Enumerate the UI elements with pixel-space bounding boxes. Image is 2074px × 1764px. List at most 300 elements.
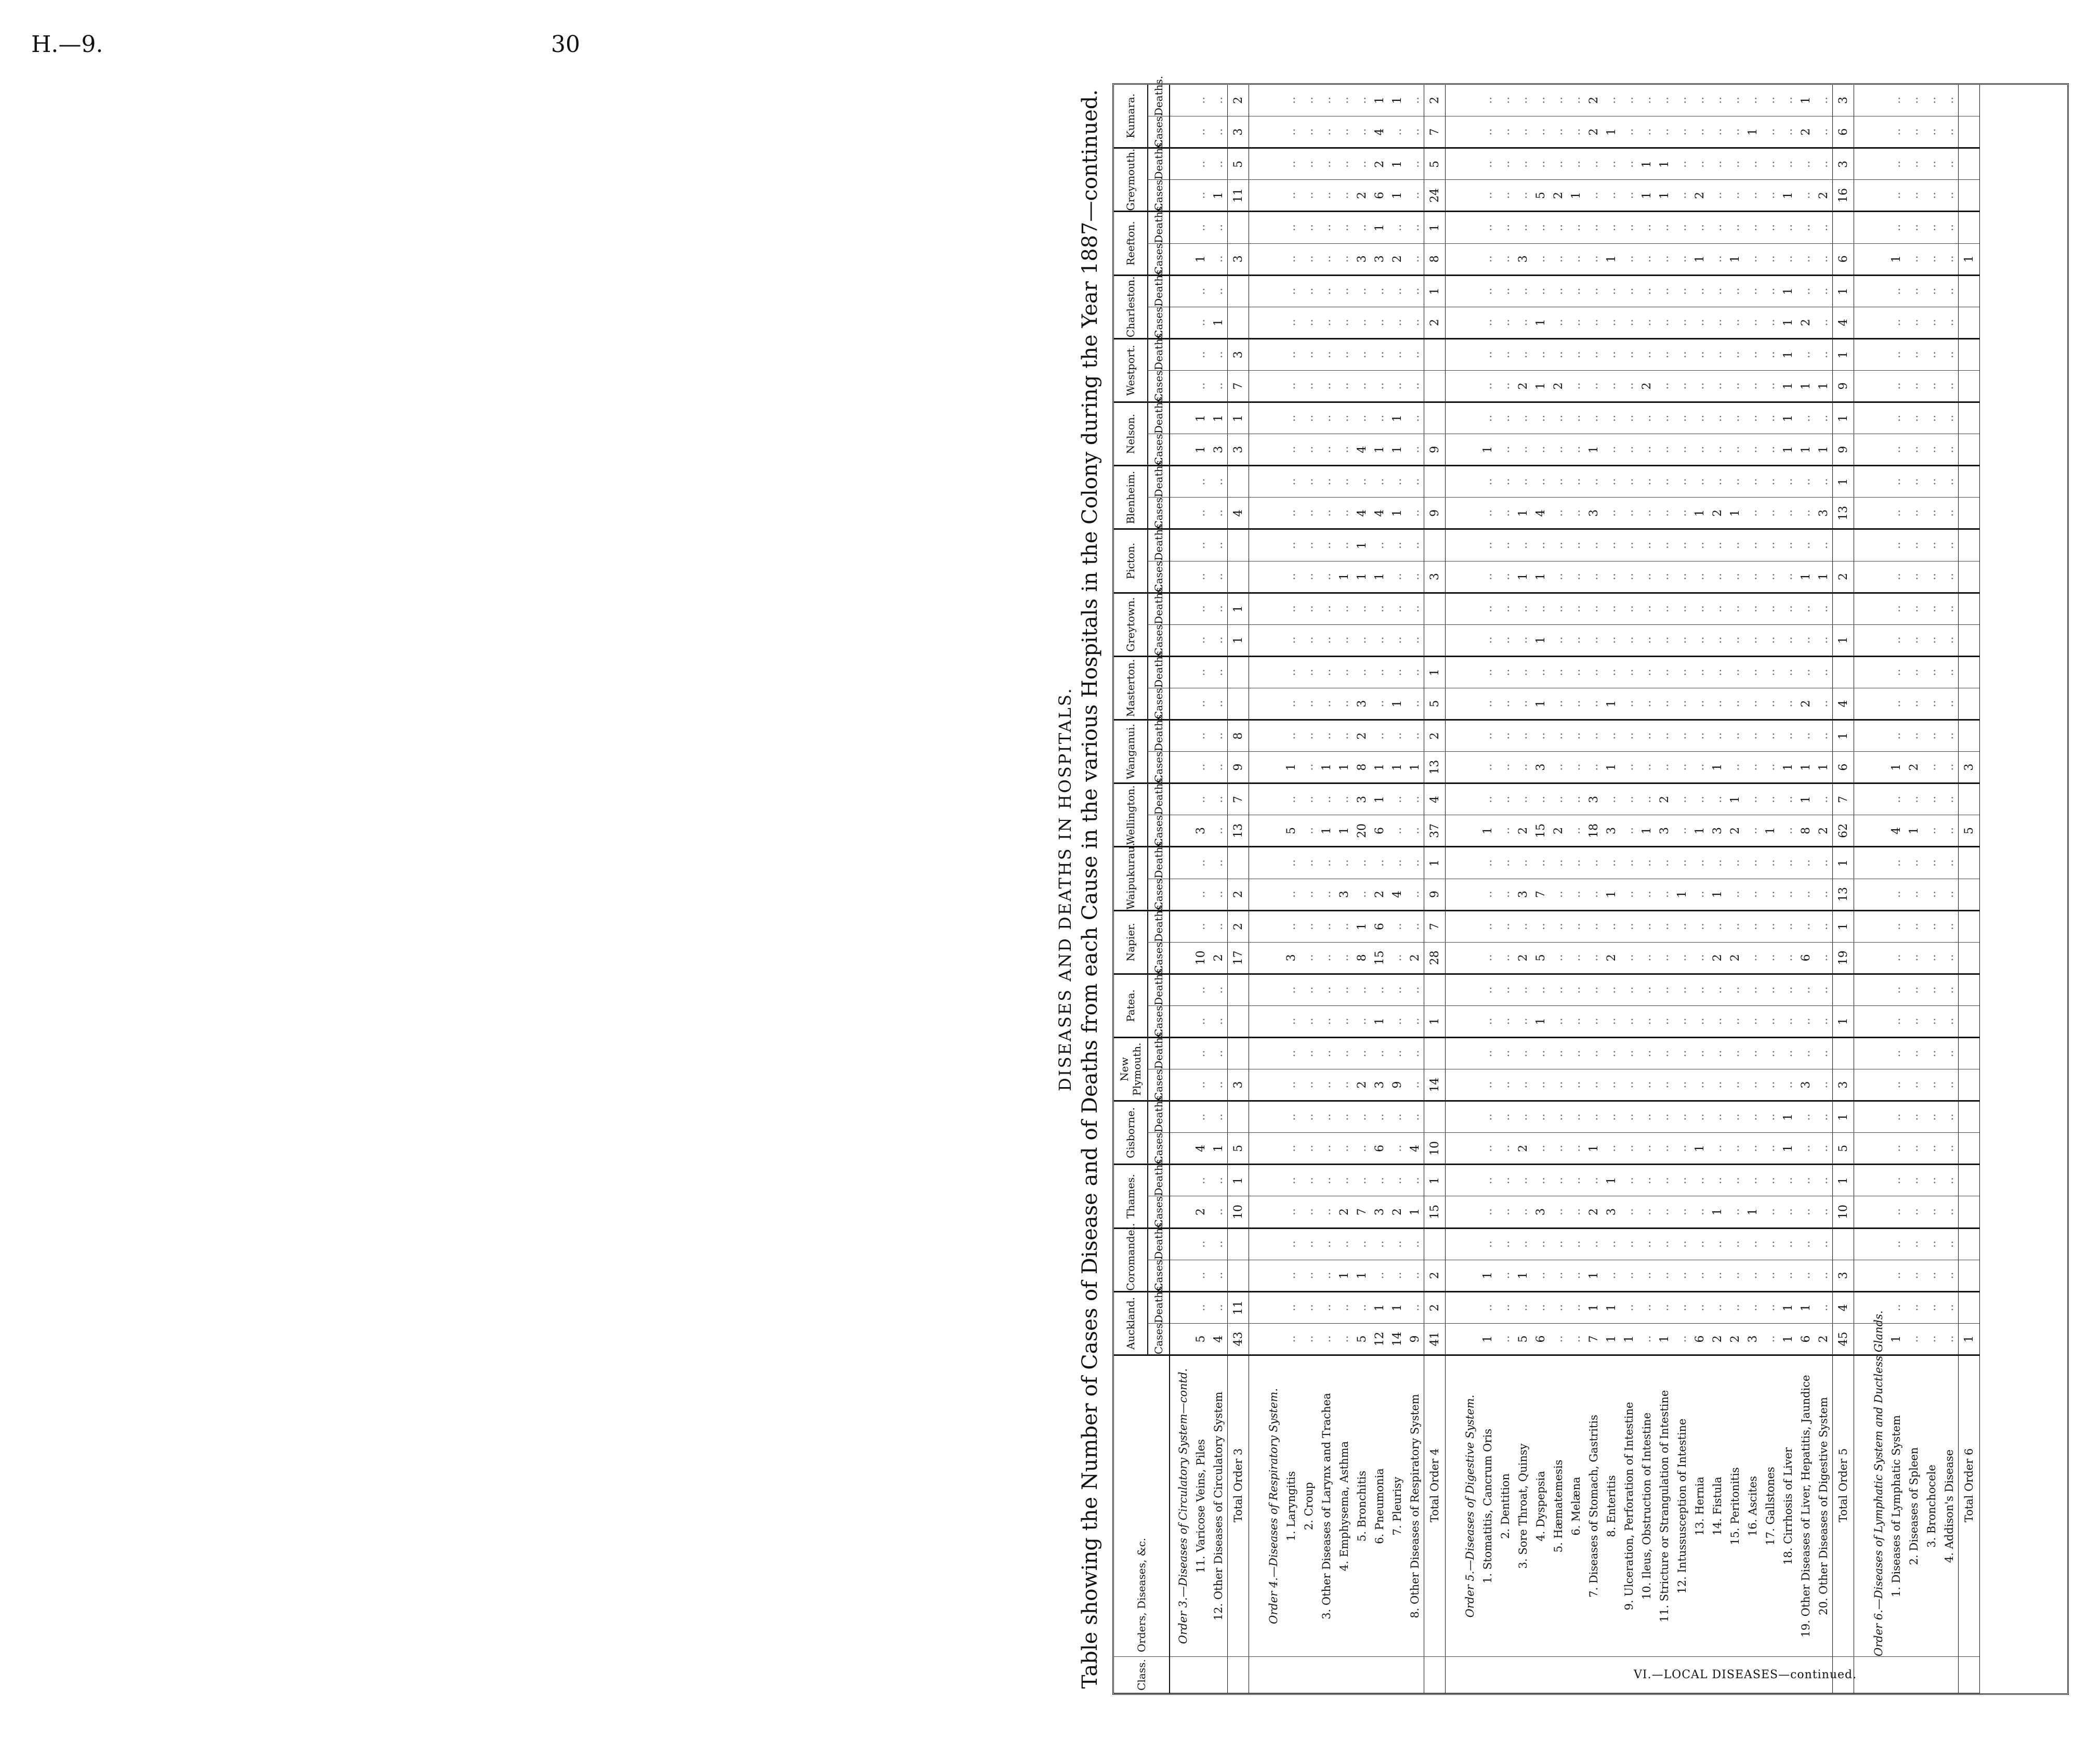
deaths-cell — [1170, 783, 1192, 815]
cases-cell: .. — [1656, 1005, 1673, 1037]
deaths-cell: .. — [1532, 1228, 1550, 1260]
cases-cell: .. — [1567, 1323, 1585, 1355]
deaths-cell: .. — [1815, 593, 1833, 624]
deaths-cell: 1 — [1388, 148, 1406, 180]
deaths-cell: .. — [1744, 1038, 1762, 1069]
deaths-cell — [1446, 1228, 1458, 1260]
deaths-cell — [1457, 1291, 1479, 1323]
cases-cell: .. — [1940, 116, 1959, 148]
cases-cell: .. — [1923, 307, 1940, 338]
deaths-cell: .. — [1282, 466, 1300, 498]
cases-cell: 2 — [1905, 752, 1923, 783]
deaths-header: Deaths. — [1148, 720, 1170, 752]
cases-cell: .. — [1940, 1069, 1959, 1101]
cases-cell — [1959, 307, 1980, 338]
class-label-text: VI.—LOCAL DISEASES—continued. — [1634, 1668, 1857, 1681]
deaths-cell: .. — [1514, 402, 1532, 434]
deaths-cell: .. — [1638, 402, 1656, 434]
cases-cell: .. — [1550, 1196, 1567, 1228]
cases-header: Cases. — [1148, 688, 1170, 720]
deaths-cell — [1866, 1038, 1887, 1069]
deaths-cell: .. — [1210, 212, 1228, 243]
cases-cell: 1 — [1691, 243, 1709, 275]
hospital-header: Coromandel. — [1114, 1228, 1148, 1291]
cases-cell: .. — [1585, 879, 1603, 910]
table-row — [1779, 85, 1797, 1693]
deaths-cell: .. — [1567, 1101, 1585, 1133]
deaths-cell: .. — [1940, 1165, 1959, 1196]
cases-cell: .. — [1388, 561, 1406, 593]
cases-cell — [1249, 688, 1261, 720]
deaths-cell: .. — [1406, 656, 1424, 688]
cases-cell: .. — [1887, 180, 1905, 212]
cases-cell: .. — [1620, 498, 1638, 529]
deaths-cell: .. — [1638, 1038, 1656, 1069]
deaths-cell: .. — [1585, 338, 1603, 370]
deaths-cell — [1854, 338, 1866, 370]
cases-cell: 24 — [1424, 180, 1446, 212]
deaths-cell: .. — [1479, 847, 1497, 879]
deaths-cell: .. — [1673, 212, 1691, 243]
cases-cell: .. — [1282, 370, 1300, 402]
cases-cell: .. — [1744, 752, 1762, 783]
cases-cell — [1261, 1323, 1282, 1355]
cases-cell: .. — [1318, 434, 1335, 466]
cases-cell: 1 — [1691, 498, 1709, 529]
deaths-cell: .. — [1905, 974, 1923, 1005]
deaths-cell: .. — [1406, 1291, 1424, 1323]
deaths-cell: .. — [1709, 656, 1726, 688]
cases-cell — [1446, 561, 1458, 593]
cases-cell: 2 — [1726, 1323, 1744, 1355]
cases-cell — [1170, 434, 1192, 466]
cases-cell — [1446, 307, 1458, 338]
cases-cell: 2 — [1709, 498, 1726, 529]
deaths-cell: .. — [1497, 1228, 1514, 1260]
deaths-cell: .. — [1318, 656, 1335, 688]
deaths-cell: .. — [1567, 402, 1585, 434]
cases-cell: .. — [1744, 307, 1762, 338]
cases-cell: 1 — [1603, 752, 1620, 783]
deaths-cell: .. — [1497, 275, 1514, 307]
deaths-cell: .. — [1406, 212, 1424, 243]
deaths-cell: .. — [1550, 148, 1567, 180]
deaths-cell — [1457, 275, 1479, 307]
deaths-cell: .. — [1797, 466, 1815, 498]
deaths-cell: .. — [1797, 847, 1815, 879]
cases-header: Cases. — [1148, 498, 1170, 529]
cases-cell: .. — [1192, 180, 1210, 212]
deaths-cell: .. — [1479, 720, 1497, 752]
cases-cell: .. — [1550, 498, 1567, 529]
cases-cell: .. — [1353, 370, 1371, 402]
cases-cell — [1457, 434, 1479, 466]
cases-cell: .. — [1497, 1133, 1514, 1165]
cases-cell: .. — [1371, 1260, 1388, 1291]
cases-cell: 1 — [1709, 752, 1726, 783]
disease-label: Order 6.—Diseases of Lymphatic System and Ductless Glands. — [1866, 1355, 1887, 1657]
cases-cell — [1249, 370, 1261, 402]
cases-cell: .. — [1406, 370, 1424, 402]
deaths-cell: 2 — [1371, 148, 1388, 180]
cases-cell: .. — [1762, 1260, 1779, 1291]
deaths-cell: 1 — [1833, 466, 1854, 498]
deaths-cell: .. — [1638, 338, 1656, 370]
cases-cell: .. — [1887, 307, 1905, 338]
cases-cell: .. — [1673, 815, 1691, 847]
deaths-cell: .. — [1762, 338, 1779, 370]
cases-cell: .. — [1797, 180, 1815, 212]
deaths-cell — [1228, 974, 1249, 1005]
deaths-cell: .. — [1656, 593, 1673, 624]
cases-cell: .. — [1797, 879, 1815, 910]
deaths-cell: .. — [1815, 85, 1833, 116]
deaths-cell: .. — [1479, 529, 1497, 561]
cases-cell: 1 — [1815, 370, 1833, 402]
cases-cell: 9 — [1833, 434, 1854, 466]
cases-cell: .. — [1620, 1260, 1638, 1291]
deaths-cell: .. — [1620, 720, 1638, 752]
cases-cell — [1959, 879, 1980, 910]
cases-cell: 2 — [1638, 370, 1656, 402]
deaths-cell: .. — [1691, 783, 1709, 815]
cases-cell — [1959, 434, 1980, 466]
cases-cell: .. — [1744, 624, 1762, 656]
deaths-cell: .. — [1479, 1291, 1497, 1323]
deaths-cell: .. — [1210, 529, 1228, 561]
deaths-cell: .. — [1550, 1291, 1567, 1323]
cases-cell — [1446, 688, 1458, 720]
cases-cell: .. — [1923, 180, 1940, 212]
deaths-cell: .. — [1371, 466, 1388, 498]
deaths-cell: .. — [1210, 783, 1228, 815]
deaths-cell: .. — [1532, 783, 1550, 815]
cases-cell: 4 — [1833, 688, 1854, 720]
deaths-cell: .. — [1797, 720, 1815, 752]
deaths-cell: .. — [1762, 85, 1779, 116]
deaths-cell: .. — [1406, 593, 1424, 624]
deaths-cell: .. — [1797, 275, 1815, 307]
deaths-cell: .. — [1532, 275, 1550, 307]
deaths-cell — [1457, 466, 1479, 498]
deaths-cell — [1457, 148, 1479, 180]
cases-header: Cases. — [1148, 370, 1170, 402]
cases-cell: .. — [1744, 1133, 1762, 1165]
cases-cell: 1 — [1335, 561, 1353, 593]
class-label — [1634, 1668, 1925, 1689]
deaths-cell: .. — [1353, 148, 1371, 180]
deaths-cell: .. — [1779, 720, 1797, 752]
cases-cell: .. — [1709, 1133, 1726, 1165]
cases-cell — [1854, 561, 1866, 593]
deaths-cell: .. — [1709, 847, 1726, 879]
deaths-cell — [1959, 148, 1980, 180]
cases-cell: 4 — [1388, 879, 1406, 910]
deaths-cell — [1261, 1101, 1282, 1133]
cases-cell — [1261, 1260, 1282, 1291]
deaths-cell: .. — [1550, 1165, 1567, 1196]
cases-cell — [1170, 815, 1192, 847]
cases-cell: .. — [1620, 942, 1638, 974]
deaths-cell: .. — [1815, 402, 1833, 434]
deaths-cell: .. — [1691, 720, 1709, 752]
deaths-cell: .. — [1744, 656, 1762, 688]
deaths-cell: .. — [1567, 212, 1585, 243]
cases-cell: .. — [1815, 1069, 1833, 1101]
cases-cell: 1 — [1797, 434, 1815, 466]
deaths-cell: .. — [1656, 847, 1673, 879]
deaths-cell: .. — [1567, 847, 1585, 879]
cases-cell — [1457, 307, 1479, 338]
cases-cell — [1170, 498, 1192, 529]
deaths-cell: .. — [1585, 974, 1603, 1005]
deaths-cell: .. — [1940, 148, 1959, 180]
cases-header: Cases. — [1148, 1323, 1170, 1355]
cases-cell: .. — [1940, 942, 1959, 974]
deaths-cell: .. — [1779, 1165, 1797, 1196]
deaths-cell: .. — [1709, 338, 1726, 370]
deaths-cell: .. — [1497, 529, 1514, 561]
disease-label: 1. Diseases of Lymphatic System — [1887, 1355, 1905, 1657]
deaths-cell: .. — [1335, 910, 1353, 942]
deaths-cell: .. — [1335, 275, 1353, 307]
deaths-cell: .. — [1638, 720, 1656, 752]
deaths-cell: .. — [1638, 847, 1656, 879]
cases-cell: 1 — [1335, 752, 1353, 783]
cases-cell: .. — [1691, 434, 1709, 466]
deaths-cell: .. — [1567, 656, 1585, 688]
deaths-cell: 1 — [1388, 85, 1406, 116]
cases-cell — [1854, 498, 1866, 529]
deaths-cell: .. — [1192, 148, 1210, 180]
cases-cell: .. — [1620, 370, 1638, 402]
cases-cell — [1854, 942, 1866, 974]
cases-cell: .. — [1567, 879, 1585, 910]
cases-cell: .. — [1620, 624, 1638, 656]
cases-cell: .. — [1815, 1133, 1833, 1165]
deaths-cell — [1457, 783, 1479, 815]
cases-cell — [1170, 1069, 1192, 1101]
deaths-cell: .. — [1815, 656, 1833, 688]
cases-cell — [1866, 180, 1887, 212]
deaths-cell: .. — [1673, 338, 1691, 370]
deaths-cell: .. — [1406, 910, 1424, 942]
deaths-header: Deaths. — [1148, 593, 1170, 624]
cases-cell: 3 — [1603, 1196, 1620, 1228]
deaths-cell: .. — [1744, 974, 1762, 1005]
cases-cell: .. — [1300, 180, 1318, 212]
cases-cell: .. — [1638, 1260, 1656, 1291]
deaths-cell — [1959, 1038, 1980, 1069]
table-row — [1532, 85, 1550, 1693]
hospital-header: Kumara. — [1114, 85, 1148, 148]
deaths-cell: .. — [1744, 720, 1762, 752]
cases-cell — [1866, 498, 1887, 529]
table-title — [1055, 83, 1107, 1695]
cases-cell: 9 — [1424, 498, 1446, 529]
deaths-cell: .. — [1353, 1101, 1371, 1133]
cases-cell: 1 — [1887, 752, 1905, 783]
deaths-header: Deaths. — [1148, 529, 1170, 561]
disease-label: Order 5.—Diseases of Digestive System. — [1457, 1355, 1479, 1657]
cases-cell — [1249, 1133, 1261, 1165]
deaths-cell: .. — [1709, 910, 1726, 942]
disease-label: 7. Pleurisy — [1388, 1355, 1406, 1657]
deaths-cell: .. — [1923, 402, 1940, 434]
deaths-cell: .. — [1585, 910, 1603, 942]
cases-cell — [1249, 1069, 1261, 1101]
cases-cell: 1 — [1532, 688, 1550, 720]
cases-cell: 1 — [1815, 434, 1833, 466]
deaths-cell: .. — [1940, 720, 1959, 752]
deaths-cell: 1 — [1833, 275, 1854, 307]
deaths-cell: .. — [1514, 720, 1532, 752]
deaths-cell: .. — [1300, 529, 1318, 561]
cases-cell: .. — [1709, 1260, 1726, 1291]
cases-cell: .. — [1905, 180, 1923, 212]
cases-cell: 1 — [1779, 1133, 1797, 1165]
cases-cell: .. — [1300, 370, 1318, 402]
cases-cell — [1866, 879, 1887, 910]
cases-cell: 2 — [1585, 116, 1603, 148]
deaths-cell: .. — [1691, 1228, 1709, 1260]
deaths-cell: .. — [1603, 720, 1620, 752]
deaths-cell: .. — [1388, 720, 1406, 752]
cases-cell: 3 — [1833, 1069, 1854, 1101]
deaths-cell: .. — [1192, 910, 1210, 942]
deaths-cell — [1249, 275, 1261, 307]
deaths-cell — [1261, 85, 1282, 116]
cases-cell: .. — [1282, 688, 1300, 720]
deaths-cell: .. — [1815, 212, 1833, 243]
deaths-cell: .. — [1656, 1038, 1673, 1069]
deaths-cell: .. — [1550, 910, 1567, 942]
deaths-cell: .. — [1744, 1101, 1762, 1133]
deaths-cell: .. — [1923, 275, 1940, 307]
deaths-cell: .. — [1887, 910, 1905, 942]
cases-cell — [1854, 1196, 1866, 1228]
disease-label: 11. Stricture or Strangulation of Intestine — [1656, 1355, 1673, 1657]
disease-label: 7. Diseases of Stomach, Gastritis — [1585, 1355, 1603, 1657]
deaths-cell: .. — [1779, 1038, 1797, 1069]
deaths-cell: .. — [1532, 85, 1550, 116]
cases-cell: 3 — [1353, 243, 1371, 275]
cases-cell: .. — [1550, 561, 1567, 593]
cases-cell: .. — [1550, 1323, 1567, 1355]
cases-cell — [1446, 1323, 1458, 1355]
cases-cell: .. — [1726, 688, 1744, 720]
cases-cell — [1854, 1323, 1866, 1355]
deaths-cell — [1170, 338, 1192, 370]
deaths-cell: .. — [1603, 338, 1620, 370]
deaths-cell: .. — [1192, 847, 1210, 879]
deaths-cell: .. — [1905, 847, 1923, 879]
deaths-cell — [1854, 1038, 1866, 1069]
cases-cell: .. — [1282, 116, 1300, 148]
cases-cell: .. — [1300, 815, 1318, 847]
disease-label: 8. Enteritis — [1603, 1355, 1620, 1657]
deaths-cell: .. — [1887, 593, 1905, 624]
deaths-cell: .. — [1210, 148, 1228, 180]
deaths-cell: .. — [1779, 593, 1797, 624]
deaths-cell: .. — [1620, 974, 1638, 1005]
class-cell — [1446, 1657, 1458, 1693]
hospital-header: Charleston. — [1114, 275, 1148, 338]
deaths-cell: .. — [1815, 275, 1833, 307]
deaths-cell: 11 — [1228, 1291, 1249, 1323]
cases-cell — [1170, 370, 1192, 402]
deaths-cell: .. — [1318, 1165, 1335, 1196]
deaths-cell: .. — [1300, 1291, 1318, 1323]
deaths-cell: .. — [1638, 1291, 1656, 1323]
deaths-cell — [1446, 212, 1458, 243]
deaths-cell: .. — [1406, 1165, 1424, 1196]
deaths-cell: .. — [1940, 529, 1959, 561]
cases-cell: .. — [1585, 624, 1603, 656]
cases-cell: 2 — [1388, 1196, 1406, 1228]
cases-cell: .. — [1940, 561, 1959, 593]
cases-cell: 1 — [1479, 815, 1497, 847]
deaths-cell: .. — [1744, 1291, 1762, 1323]
deaths-cell: .. — [1691, 1291, 1709, 1323]
deaths-cell — [1959, 466, 1980, 498]
deaths-cell: .. — [1620, 1291, 1638, 1323]
cases-cell: .. — [1550, 879, 1567, 910]
deaths-cell: .. — [1815, 910, 1833, 942]
deaths-cell: 1 — [1603, 1291, 1620, 1323]
cases-cell — [1249, 498, 1261, 529]
deaths-cell: .. — [1550, 593, 1567, 624]
cases-cell: .. — [1744, 1260, 1762, 1291]
cases-cell: 1 — [1192, 434, 1210, 466]
deaths-cell — [1446, 148, 1458, 180]
cases-cell: .. — [1887, 688, 1905, 720]
cases-cell: .. — [1479, 1133, 1497, 1165]
cases-cell: .. — [1567, 243, 1585, 275]
deaths-cell: .. — [1638, 593, 1656, 624]
table-row — [1388, 85, 1406, 1693]
deaths-cell: .. — [1585, 1165, 1603, 1196]
cases-cell: .. — [1620, 879, 1638, 910]
cases-cell: .. — [1815, 624, 1833, 656]
cases-cell: 2 — [1797, 116, 1815, 148]
deaths-cell — [1424, 338, 1446, 370]
deaths-cell — [1446, 529, 1458, 561]
disease-label: 6. Pneumonia — [1371, 1355, 1388, 1657]
cases-cell: 2 — [1815, 180, 1833, 212]
deaths-cell: .. — [1762, 1228, 1779, 1260]
cases-cell: .. — [1388, 1133, 1406, 1165]
deaths-cell: .. — [1497, 593, 1514, 624]
table-row — [1192, 85, 1210, 1693]
deaths-cell: .. — [1603, 529, 1620, 561]
deaths-cell: .. — [1335, 720, 1353, 752]
cases-cell: 15 — [1424, 1196, 1446, 1228]
cases-cell: .. — [1797, 1196, 1815, 1228]
deaths-cell: .. — [1744, 783, 1762, 815]
cases-header: Cases. — [1148, 942, 1170, 974]
cases-cell: .. — [1550, 307, 1567, 338]
cases-cell — [1457, 370, 1479, 402]
cases-cell — [1249, 815, 1261, 847]
cases-cell: 5 — [1192, 1323, 1210, 1355]
cases-cell: 1 — [1514, 498, 1532, 529]
deaths-cell: .. — [1923, 1101, 1940, 1133]
cases-cell: 1 — [1479, 434, 1497, 466]
deaths-cell: .. — [1335, 212, 1353, 243]
cases-cell: .. — [1335, 1005, 1353, 1037]
cases-cell: .. — [1691, 1069, 1709, 1101]
